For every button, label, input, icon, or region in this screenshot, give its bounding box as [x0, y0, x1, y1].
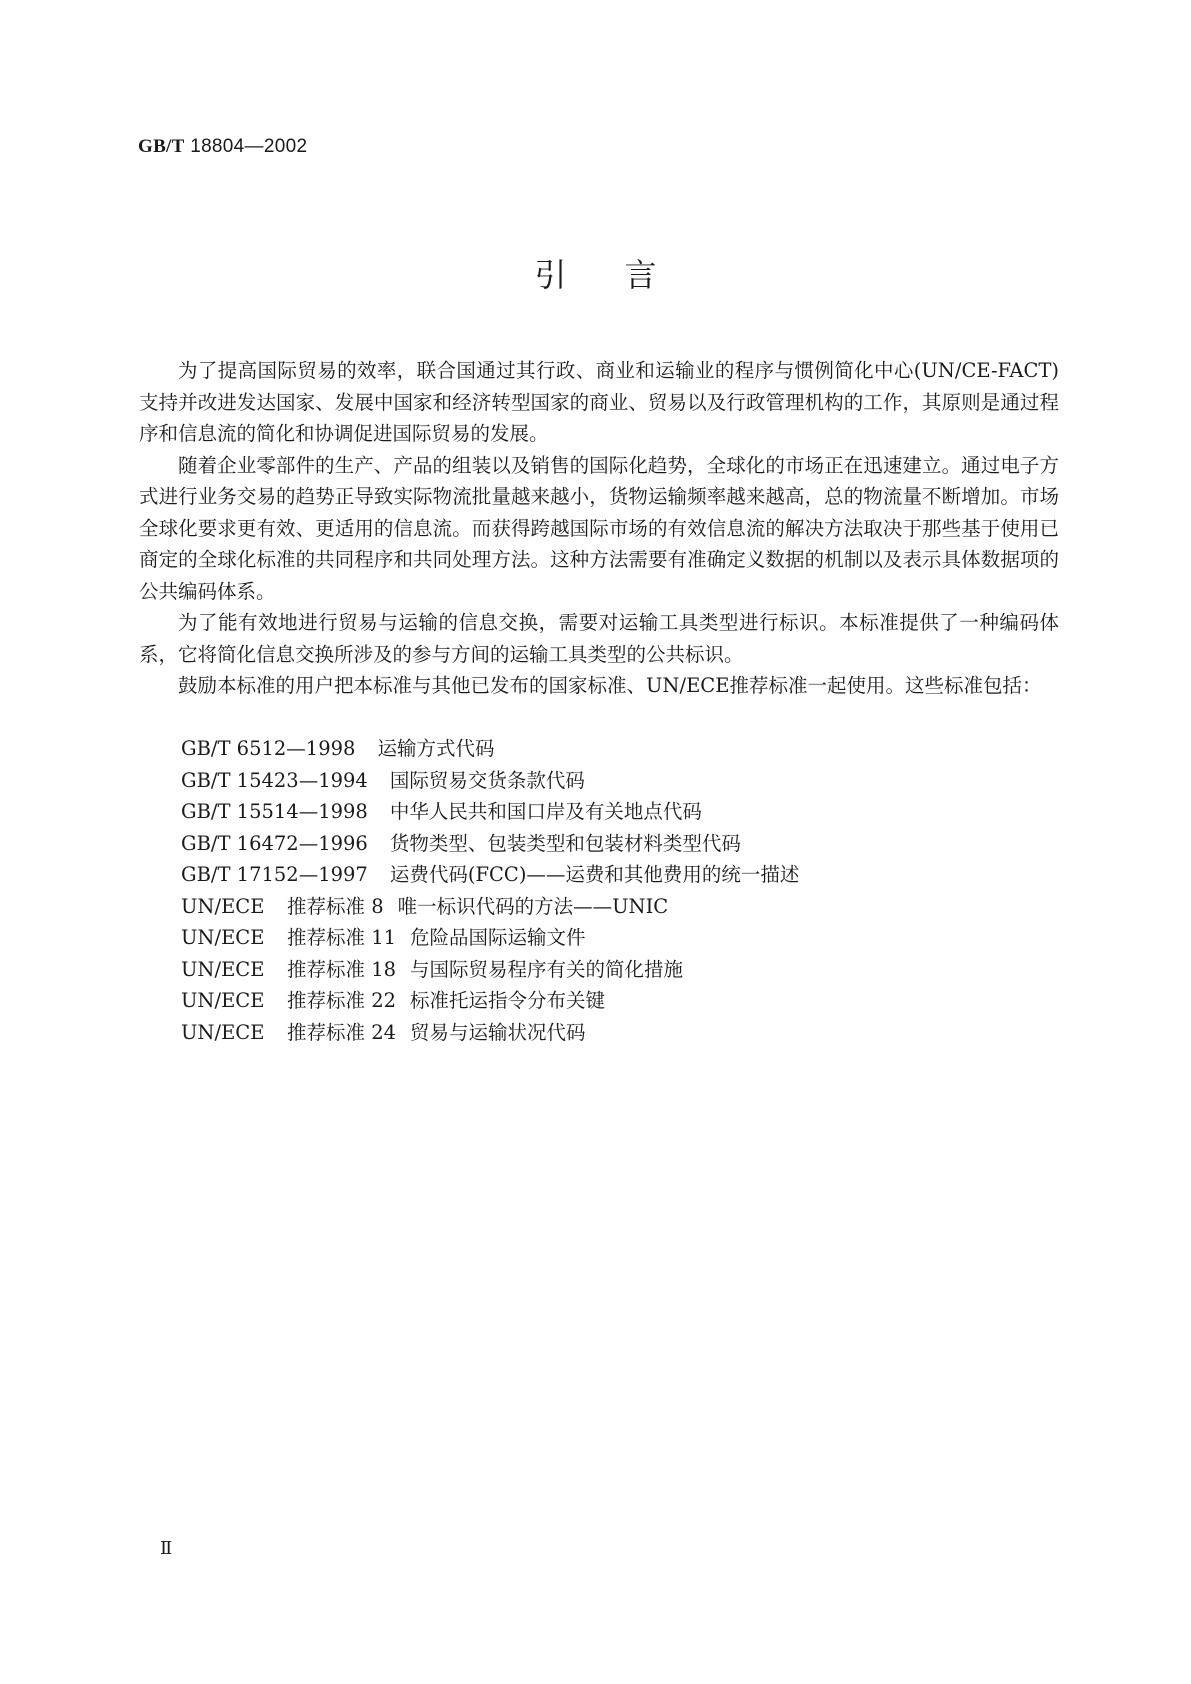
reference-recommendation: 推荐标准 18: [287, 957, 397, 981]
reference-title: 标准托运指令分布关键: [410, 989, 606, 1012]
introduction-body: [139, 355, 1059, 702]
reference-item: [181, 985, 799, 1017]
reference-title: 运输方式代码: [377, 737, 495, 760]
reference-recommendation: 推荐标准 8: [287, 894, 384, 918]
paragraph: 为了能有效地进行贸易与运输的信息交换，需要对运输工具类型进行标识。本标准提供了一种编码体系，它将简化信息交换所涉及的参与方间的运输工具类型的公共标识。: [139, 611, 1059, 666]
reference-item: [181, 891, 799, 923]
reference-code: GB/T 6512—1998: [181, 737, 356, 760]
standard-prefix: GB/T: [138, 136, 185, 157]
reference-title: 国际贸易交货条款代码: [389, 768, 585, 792]
reference-item: [181, 1017, 799, 1049]
reference-item: [181, 765, 799, 797]
reference-code: GB/T 16472—1996: [181, 831, 368, 855]
reference-item: [181, 922, 799, 954]
reference-title: 唯一标识代码的方法——UNIC: [397, 894, 669, 918]
page-title: 引言: [534, 256, 715, 294]
paragraph: 随着企业零部件的生产、产品的组装以及销售的国际化趋势，全球化的市场正在迅速建立。通过电子方式进行业务交易的趋势正导致实际物流批量越来越小，货物运输频率越来越高，总的物流量不断增加。市场全球化要求更有效、更适用的信息流。而获得跨越国际市场的有效信息流的解决方法取决于那些基于使用已商定的全球化标准的共同程序和共同处理方法。这种方法需要有准确定义数据的机制以及表示具体数据项的公共编码体系。: [139, 453, 1059, 603]
reference-item: [181, 859, 799, 891]
reference-code: GB/T 17152—1997: [181, 863, 368, 886]
reference-code: GB/T 15423—1994: [181, 768, 368, 792]
page-number: Ⅱ: [160, 1538, 173, 1559]
reference-recommendation: 推荐标准 11: [287, 926, 397, 949]
reference-title: 与国际贸易程序有关的简化措施: [410, 957, 684, 981]
paragraph: 鼓励本标准的用户把本标准与其他已发布的国家标准、UN/ECE推荐标准一起使用。这些标准包括：: [178, 674, 1042, 697]
standard-code: 18804—2002: [190, 136, 308, 157]
reference-item: [181, 796, 799, 828]
reference-title: 货物类型、包装类型和包装材料类型代码: [389, 831, 741, 855]
reference-recommendation: 推荐标准 24: [287, 1020, 397, 1044]
reference-title: 运费代码(FCC)——运费和其他费用的统一描述: [389, 863, 800, 886]
reference-org: UN/ECE: [181, 1020, 265, 1044]
standard-number: [138, 136, 307, 158]
reference-item: [181, 733, 799, 765]
reference-code: GB/T 15514—1998: [181, 800, 368, 823]
reference-org: UN/ECE: [181, 957, 265, 981]
reference-org: UN/ECE: [181, 989, 265, 1012]
reference-title: 危险品国际运输文件: [410, 926, 586, 949]
reference-title: 贸易与运输状况代码: [410, 1020, 586, 1044]
reference-org: UN/ECE: [181, 894, 265, 918]
reference-recommendation: 推荐标准 22: [287, 989, 397, 1012]
reference-item: [181, 954, 799, 986]
reference-list: [181, 733, 799, 1048]
reference-title: 中华人民共和国口岸及有关地点代码: [389, 800, 702, 823]
reference-org: UN/ECE: [181, 926, 265, 949]
reference-item: [181, 828, 799, 860]
paragraph: 为了提高国际贸易的效率，联合国通过其行政、商业和运输业的程序与惯例简化中心(UN/CE-FACT)支持并改进发达国家、发展中国家和经济转型国家的商业、贸易以及行政管理机构的工作，其原则是通过程序和信息流的简化和协调促进国际贸易的发展。: [139, 359, 1059, 445]
